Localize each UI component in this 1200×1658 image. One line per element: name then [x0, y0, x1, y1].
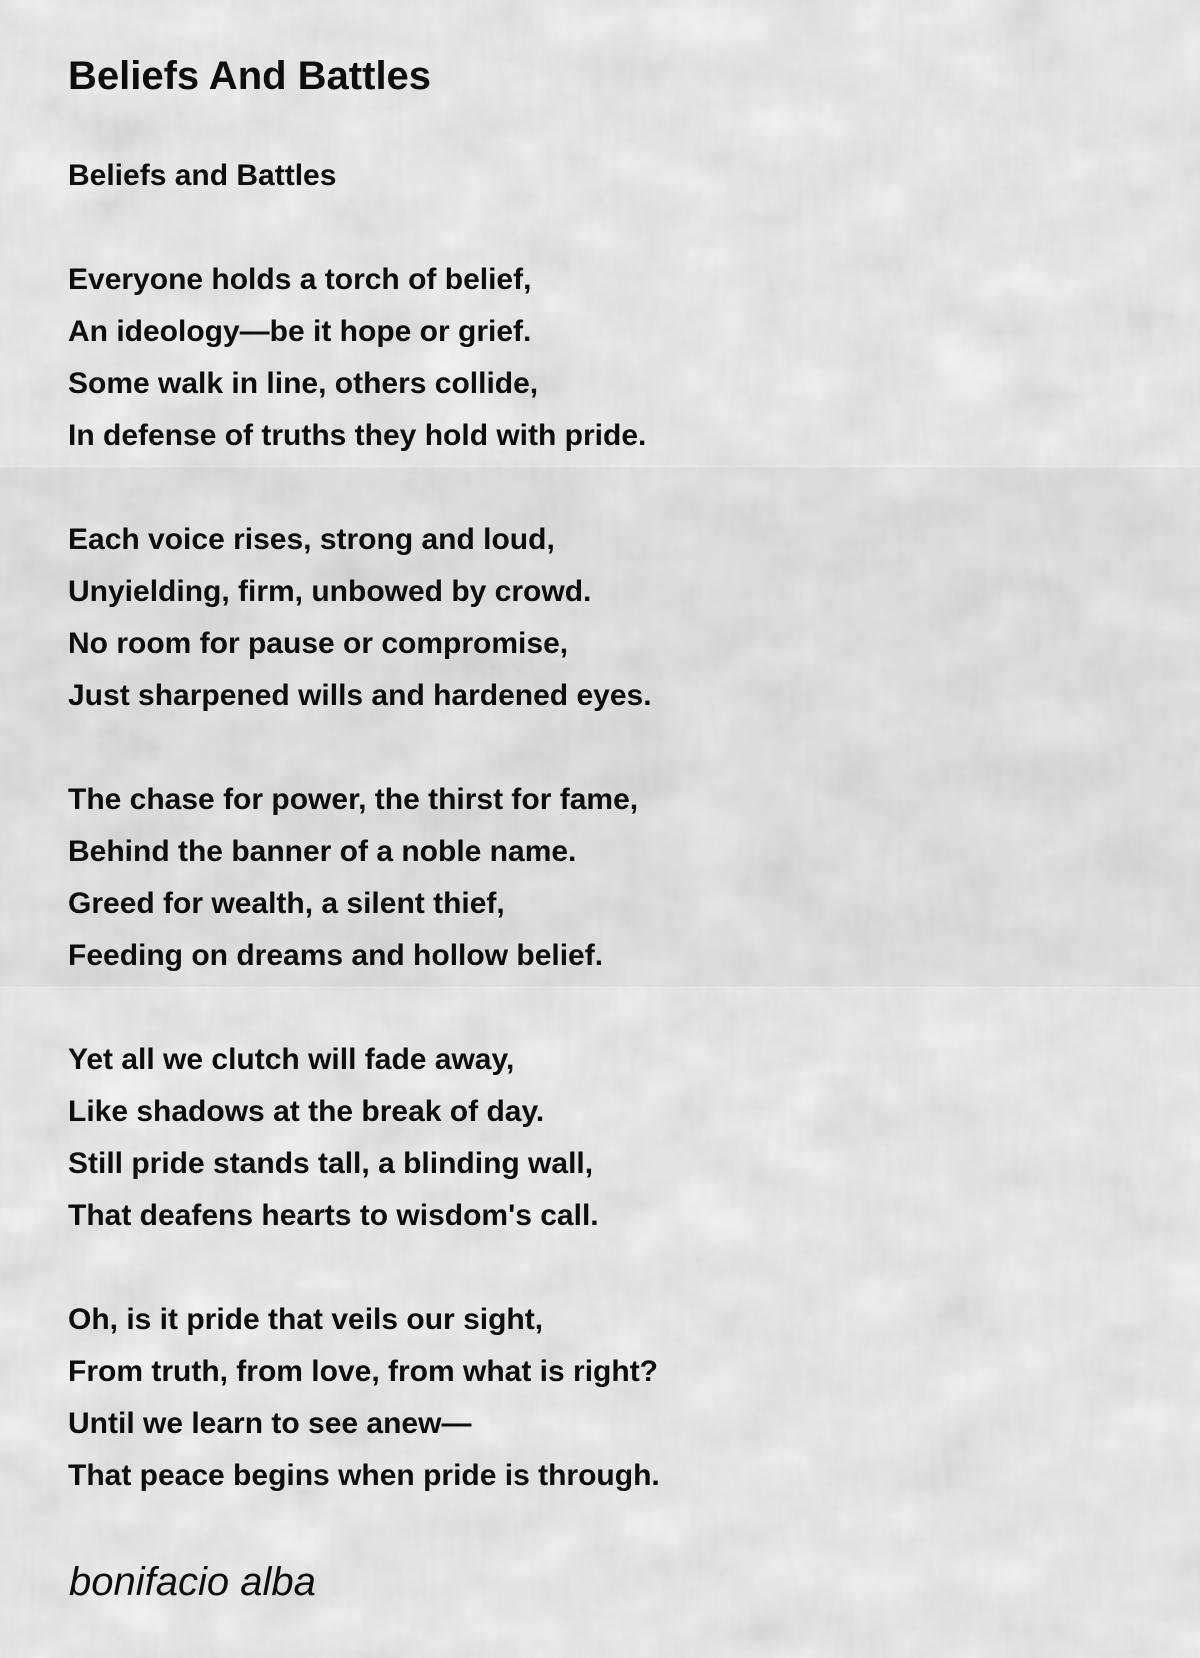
- stanza-gap: [68, 982, 660, 1034]
- poem-line: From truth, from love, from what is right?: [68, 1355, 659, 1388]
- author-name: bonifacio alba: [69, 1560, 316, 1604]
- poem-line: In defense of truths they hold with pride.: [68, 419, 647, 452]
- poem-line: Just sharpened wills and hardened eyes.: [68, 679, 652, 712]
- poem-line: An ideology—be it hope or grief.: [68, 315, 532, 348]
- poem-line: Each voice rises, strong and loud,: [68, 523, 555, 556]
- stanza-gap: [68, 462, 660, 514]
- poem-line: Everyone holds a torch of belief,: [68, 263, 532, 296]
- poem-line: Yet all we clutch will fade away,: [68, 1043, 515, 1076]
- stanza-1: [68, 254, 660, 462]
- poem-line: Greed for wealth, a silent thief,: [68, 887, 505, 920]
- page-title: Beliefs And Battles: [68, 54, 432, 98]
- poem-line: That peace begins when pride is through.: [68, 1459, 660, 1492]
- stanza-gap: [68, 722, 660, 774]
- stanza-gap: [68, 1242, 660, 1294]
- poem-line: Behind the banner of a noble name.: [68, 835, 577, 868]
- stanza-3: [68, 774, 660, 982]
- poem-line: Feeding on dreams and hollow belief.: [68, 939, 604, 972]
- poem-line: Like shadows at the break of day.: [68, 1095, 545, 1128]
- poem-line: Oh, is it pride that veils our sight,: [68, 1303, 544, 1336]
- poem-line: Some walk in line, others collide,: [68, 367, 539, 400]
- poem-heading: Beliefs and Battles: [68, 159, 337, 192]
- poem-line: That deafens hearts to wisdom's call.: [68, 1199, 599, 1232]
- stanza-4: [68, 1034, 660, 1242]
- stanza-2: [68, 514, 660, 722]
- poem-line: Still pride stands tall, a blinding wall,: [68, 1147, 594, 1180]
- stanza-5: [68, 1294, 660, 1502]
- poem-line: No room for pause or compromise,: [68, 627, 569, 660]
- poem-line: Until we learn to see anew—: [68, 1407, 472, 1440]
- stanza-gap: [68, 202, 660, 254]
- poem-body: [68, 150, 660, 1502]
- poem-line: The chase for power, the thirst for fame,: [68, 783, 639, 816]
- poem-line: Unyielding, firm, unbowed by crowd.: [68, 575, 592, 608]
